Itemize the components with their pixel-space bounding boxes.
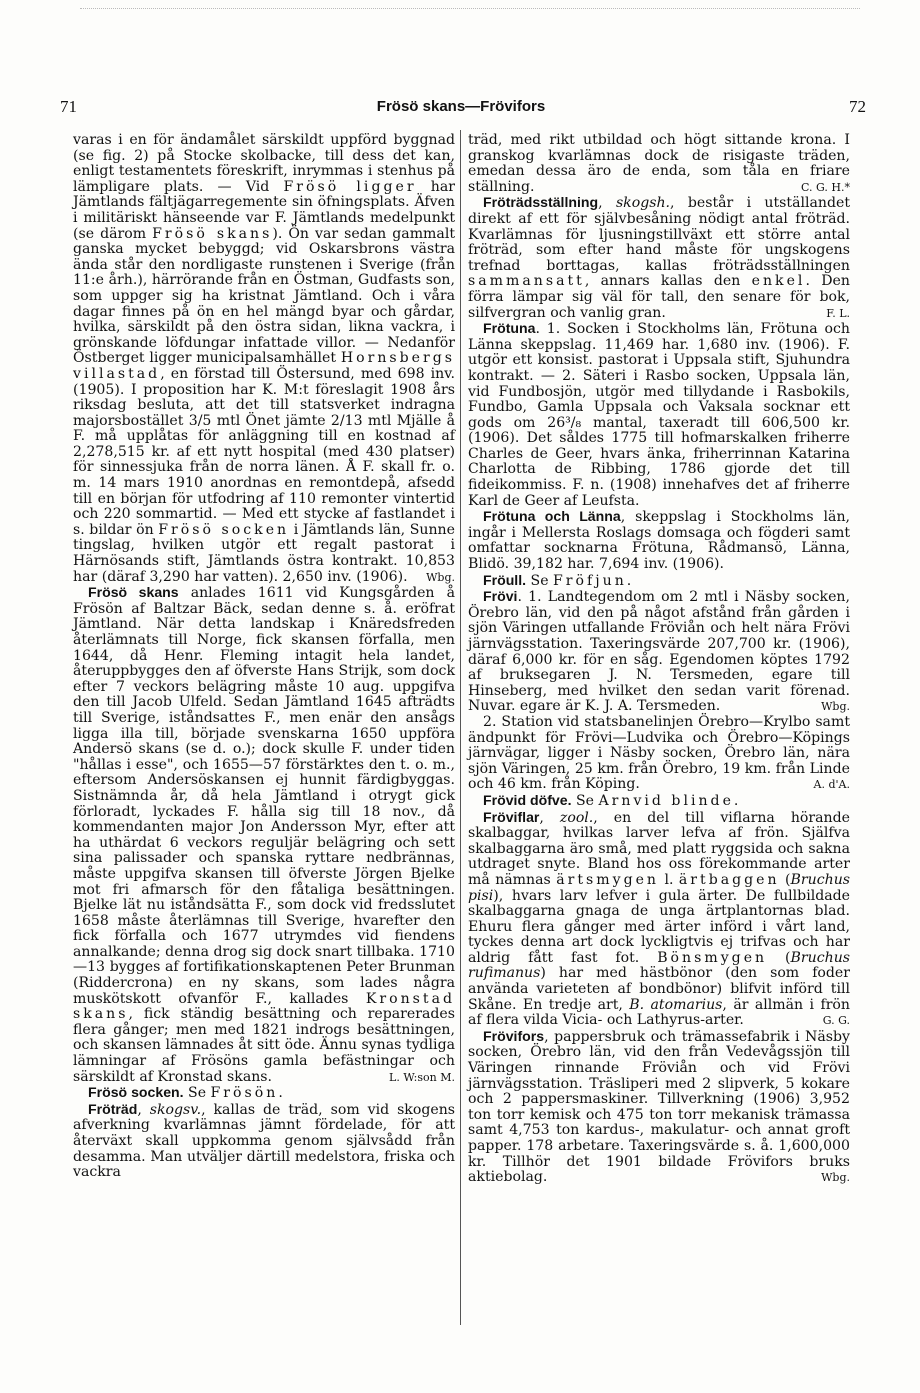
spaced-term: Arnvid blinde bbox=[598, 792, 734, 809]
text-run: ( bbox=[779, 871, 791, 888]
text-run: , bbox=[137, 1101, 150, 1118]
author-signature: Wbg. bbox=[821, 1171, 850, 1185]
text-run: Se bbox=[571, 792, 599, 809]
text-run: , en förstad till Östersund, med 698 inv. (1905). I proposition har K. M:t föreslagit 1908 års riksdag besluta, att det till statsverket indragna majorsbostället 3/5 mtl Önet jämte 2/13 mtl Mjälle å F. må upplåtas för anläggning till en kostnad af 2,278,515 kr. af ett nytt hospital (med 430 platser) för sinnessjuka från de norra länen. Å F. skall fr. o. m. 14 mars 1910 anordnas en remontdepå, afsedd till en början för utfodring af 110 remonter vintertid och 220 sommartid. — Med ett stycke af fastlandet i s. bildar ön bbox=[73, 365, 455, 538]
text-run: i Jämtlands län, Sunne tingslag, hvilken utgör ett regalt pastorat i Härnösands stift, Jämtlands östra kontrakt. 10,853 har (däraf 3,290 har vatten). 2,650 inv. (1906). bbox=[73, 521, 455, 585]
text-run: har Jämtlands fältjägarregemente sin öfningsplats. Äfven i militäriskt hänseende var F. Jämtlands medelpunkt (se därom bbox=[73, 178, 455, 242]
text-run: , består i utställandet direkt af ett för självbesåning nödigt antal fröträd. Kvarlämnas för ljusningstillväxt ett större antal fröträd, som efter hand måste för ungskogens trefnad borttagas, kallas fröträdsställningen bbox=[468, 195, 850, 274]
left-page-number: 71 bbox=[60, 97, 77, 116]
author-signature: A. d'A. bbox=[813, 778, 850, 792]
column-divider bbox=[460, 130, 461, 1325]
italic-text: Bruchus rufimanus bbox=[468, 949, 850, 982]
text-run: . Den förra lämpar sig väl för tall, den senare för bok, silfvergran och vanlig gran. bbox=[468, 273, 850, 321]
headword: Fröträd bbox=[88, 1100, 138, 1117]
text-run: varas i en för ändamålet särskildt uppförd byggnad (se fig. 2) på Stocke skolbacke, till dess det kan, enligt testamentets föreskrift, inrymmas i stenhus på lämpligare plats. — Vid bbox=[73, 132, 455, 195]
author-signature: C. G. H.* bbox=[801, 180, 850, 194]
italic-text: skogsh. bbox=[615, 195, 671, 212]
spaced-term: Bönsmygen bbox=[657, 949, 768, 966]
text-run: 2. Station vid statsbanelinjen Örebro—Krylbo samt ändpunkt för Frövi—Ludvika och Örebro—Köpings järnvägar, ligger i Näsby socken, Örebro län, nära sjön Väringen, 25 km. från Örebro, 19 km. från Linde och 46 km. från Köping. bbox=[468, 713, 850, 793]
text-run: ( bbox=[767, 949, 791, 966]
text-run: ), hvars larv lefver i gula ärter. De fullbildade skalbaggarna gnaga de unga ärtplantornas blad. Ehuru flera gånger med ärter införd i vårt land, tyckes denna art dock lyckligtvis ej trifvas och har aldrig fått fast fot. bbox=[468, 887, 850, 966]
italic-text: zool. bbox=[559, 809, 594, 826]
article-paragraph bbox=[468, 793, 850, 810]
spaced-term: Kronstad skans bbox=[73, 990, 455, 1023]
headword: Frövi bbox=[483, 588, 518, 605]
text-run: , fick ständig besättning och reparerades flera gånger; men med 1821 indrogs besättningen, och skansen lämnades åt sitt öde. Ännu synas tydliga lämningar af Frösöns gamla befästningar och särskildt af Kronstad skans. bbox=[73, 1006, 455, 1085]
article-paragraph bbox=[468, 509, 850, 572]
text-run: . 1. Landtegendom om 2 mtl i Näsby socken, Örebro län, vid den på något afstånd från gården i sjön Väringen utfallande Frövіån och helt nära Frövi järnvägsstation. Taxeringsvärde 207,700 kr. (1906), däraf 6,000 kr. för en såg. Egendomen köptes 1792 af bruksegaren J. N. Tersmeden, egare till Hinseberg, med hvilket den sedan varit förenad. Nuvar. egare är K. J. A. Tersmeden. bbox=[468, 589, 850, 715]
article-paragraph bbox=[73, 1102, 455, 1181]
text-run: . 1. Socken i Stockholms län, Frötuna och Länna skeppslag. 11,469 har. 1,680 inv. (1906). F. utgör ett konsist. pastorat i Uppsala stift, Sjuhundra kontrakt. — 2. Säteri i Rasbo socken, Uppsala län, vid Fundbosjön, utgör med tillydande i Rasbokils, Fundbo, Gamla Uppsala och Vaksala socknar ett gods om 26³/₈ mantal, taxeradt till 606,500 kr. (1906). Det såldes 1775 till hofmarskalken friherre Charles de Geer, hvars änka, friherrinnan Katarina Charlotta de Ribbing, 1786 gjorde det till fideikommiss. F. n. (1908) innehafves det af friherre Karl de Geer af Leufsta. bbox=[468, 321, 850, 509]
text-run: . bbox=[278, 1085, 283, 1102]
headword: Fröull. bbox=[483, 571, 527, 588]
text-run: , bbox=[539, 809, 560, 826]
text-run: , kallas de träd, som vid skogens afverkning kvarlämnas jämnt fördelade, för att återväxt skall uppkomma genom självsådd från desamma. Man utväljer därtill medelstora, friska och vackra bbox=[73, 1101, 455, 1181]
text-run: , pappersbruk och trämassefabrik i Näsby socken, Örebro län, vid den från Vedevågssjön till Väringen rinnande Frövіån och vid Frövi järnvägsstation. Träsliperi med 2 slipverk, 5 kokare och 2 pappersmaskiner. Tillverkning (1906) 3,952 ton torr kemisk och 475 ton torr mekanisk trämassa samt 4,753 ton kardus-, makulatur- och annat groft papper. 178 arbetare. Taxeringsvärde s. å. 1,600,000 kr. Tillhör det 1901 bildade Frövifors bruks aktiebolag. bbox=[468, 1028, 850, 1186]
article-paragraph bbox=[468, 133, 850, 195]
headword: Frötuna bbox=[483, 320, 536, 337]
article-paragraph bbox=[468, 321, 850, 509]
spaced-term: Frösön bbox=[210, 1085, 279, 1102]
article-paragraph bbox=[468, 195, 850, 321]
headword: Frövid döfve. bbox=[483, 791, 572, 808]
author-signature: F. L. bbox=[826, 306, 850, 320]
italic-text: B. atomarius bbox=[629, 996, 723, 1013]
article-paragraph bbox=[73, 1085, 455, 1102]
text-run: . bbox=[733, 792, 739, 809]
text-run: ). Ön var sedan gammalt ganska mycket bebyggd; vid Oskarsbrons västra ända står den nordligaste runstenen i Sverige (från 11:e årh.), härrörande från en Östman, Gudfasts son, som uppger sig ha kristnat Jämtland. Och i våra dagar finnes på ön en hel mängd byar och gårdar, hvilka, särskildt på den östra sidan, likna vackra, i grönskande löfdungar infattade villor. — Nedanför Östberget ligger municipalsamhället bbox=[73, 225, 455, 367]
author-signature: L. W:son M. bbox=[389, 1070, 455, 1084]
text-run: , är allmän i frön af flera vilda Vicia- och Lathyrus-arter. bbox=[468, 996, 850, 1029]
spaced-term: Fröfjun bbox=[553, 572, 627, 589]
article-paragraph bbox=[468, 715, 850, 793]
text-run: , en del till viflarna hörande skalbaggar, hvilkas larver lefva af frön. Själfva skalbaggarna äro små, med platt ryggsida och sakna utdraget snyte. Bland hos oss förekommande arter må nämnas bbox=[468, 809, 850, 888]
right-page-number: 72 bbox=[849, 97, 866, 116]
text-run: , bbox=[598, 195, 616, 212]
author-signature: G. G. bbox=[822, 1014, 850, 1028]
headword: Frövifors bbox=[483, 1027, 545, 1044]
article-paragraph bbox=[468, 810, 850, 1029]
text-run: l. bbox=[659, 871, 679, 888]
text-run: anlades 1611 vid Kungsgården å Frösön af Baltzar Bäck, sedan denne s. å. eröfrat Jämtland. När detta landskap i Knäredsfreden återlämnats till Norge, fick skansen förfalla, men 1644, då Henr. Fleming intagit hela landet, återuppbygges den af öfverste Hans Strijk, som dock efter 7 veckors belägring måste 10 aug. uppgifva den till Jacob Ulfeld. Sedan Jämtland 1645 afträdts till Sverige, iståndsattes F., men enär den ansågs ligga illa till, började svenskarna 1650 uppföra Andersö skans (se d. o.); dock skulle F. under tiden "hållas i esse", och 1655—57 förstärktes den t. o. m., eftersom Andersöskansen ej hunnit färdigbyggas. Sistnämnda år, då hela Jämtland i otrygt gick förloradt, lyckades F. hålla sig till 18 nov., då kommendanten major Jon Andersson Myr, efter att ha uthärdat 6 veckors reguljär belägring och sett sina palissader och spanska ryttare nedbrännas, måste uppgifva skansen till öfverste Jörgen Bjelke mot fri afmarsch för den fåtaliga besättningen. Bjelke lät nu iståndsätta F., som dock vid fredsslutet 1658 måste återlämnas till Sverige, hvarefter den fick förfalla och 1677 utrymdes vid fiendens annalkande; denna drog sig dock snart tillbaka. 1710—13 bygges af fortifikationskaptenen Peter Brunman (Riddercrona) en ny skans, som lades några muskötskott ofvanför F., kallades bbox=[73, 585, 455, 1007]
italic-text: skogsv. bbox=[149, 1101, 202, 1118]
article-paragraph bbox=[468, 1029, 850, 1186]
scan-edge-line bbox=[80, 8, 860, 9]
right-column bbox=[468, 133, 850, 1186]
spaced-term: ärtbaggen bbox=[678, 871, 780, 888]
article-paragraph bbox=[73, 585, 455, 1085]
text-run: Se bbox=[526, 572, 554, 589]
author-signature: Wbg. bbox=[426, 570, 455, 584]
headword: Frösö socken. bbox=[88, 1084, 184, 1101]
headword: Frösö skans bbox=[88, 584, 179, 601]
article-paragraph bbox=[468, 589, 850, 715]
spaced-term: Frösö skans bbox=[152, 225, 273, 242]
text-run: . bbox=[626, 572, 632, 589]
spaced-term: ärtsmygen bbox=[556, 871, 660, 888]
headword: Frötuna och Länna bbox=[483, 508, 621, 525]
spaced-term: Frösö ligger bbox=[283, 178, 417, 195]
text-run: , annars kallas den bbox=[584, 273, 752, 290]
headword: Fröträdsställning bbox=[483, 194, 599, 211]
italic-text: Bruchus pisi bbox=[468, 871, 850, 904]
spaced-term: Hornsbergs villastad bbox=[73, 350, 455, 382]
page-header bbox=[56, 97, 866, 121]
text-run: , skeppslag i Stockholms län, ingår i Mellersta Roslags domsaga och fögderi samt omfattar socknarna Frötuna, Rådmansö, Länna, Blidö. 39,182 har. 7,694 inv. (1906). bbox=[468, 509, 851, 573]
text-run: Se bbox=[183, 1085, 211, 1102]
spaced-term: enkel bbox=[751, 273, 806, 290]
spaced-term: Frösö socken bbox=[158, 521, 290, 538]
text-run: ) har med hästbönor (den som foder använda varieteten af bondbönor) blifvit införd till Skåne. En tredje art, bbox=[468, 965, 850, 1013]
text-run: träd, med rikt utbildad och högt sittande krona. I granskog kvarlämnas dock de risigaste träden, emedan dessa äro de enda, som tåla en friare ställning. bbox=[468, 132, 850, 195]
running-title: Frösö skans—Frövifors bbox=[376, 98, 546, 115]
left-column bbox=[73, 133, 455, 1181]
author-signature: Wbg. bbox=[821, 700, 850, 714]
article-paragraph bbox=[73, 133, 455, 585]
article-paragraph bbox=[468, 573, 850, 590]
spaced-term: sammansatt bbox=[468, 273, 585, 290]
headword: Fröviflar bbox=[483, 808, 540, 825]
